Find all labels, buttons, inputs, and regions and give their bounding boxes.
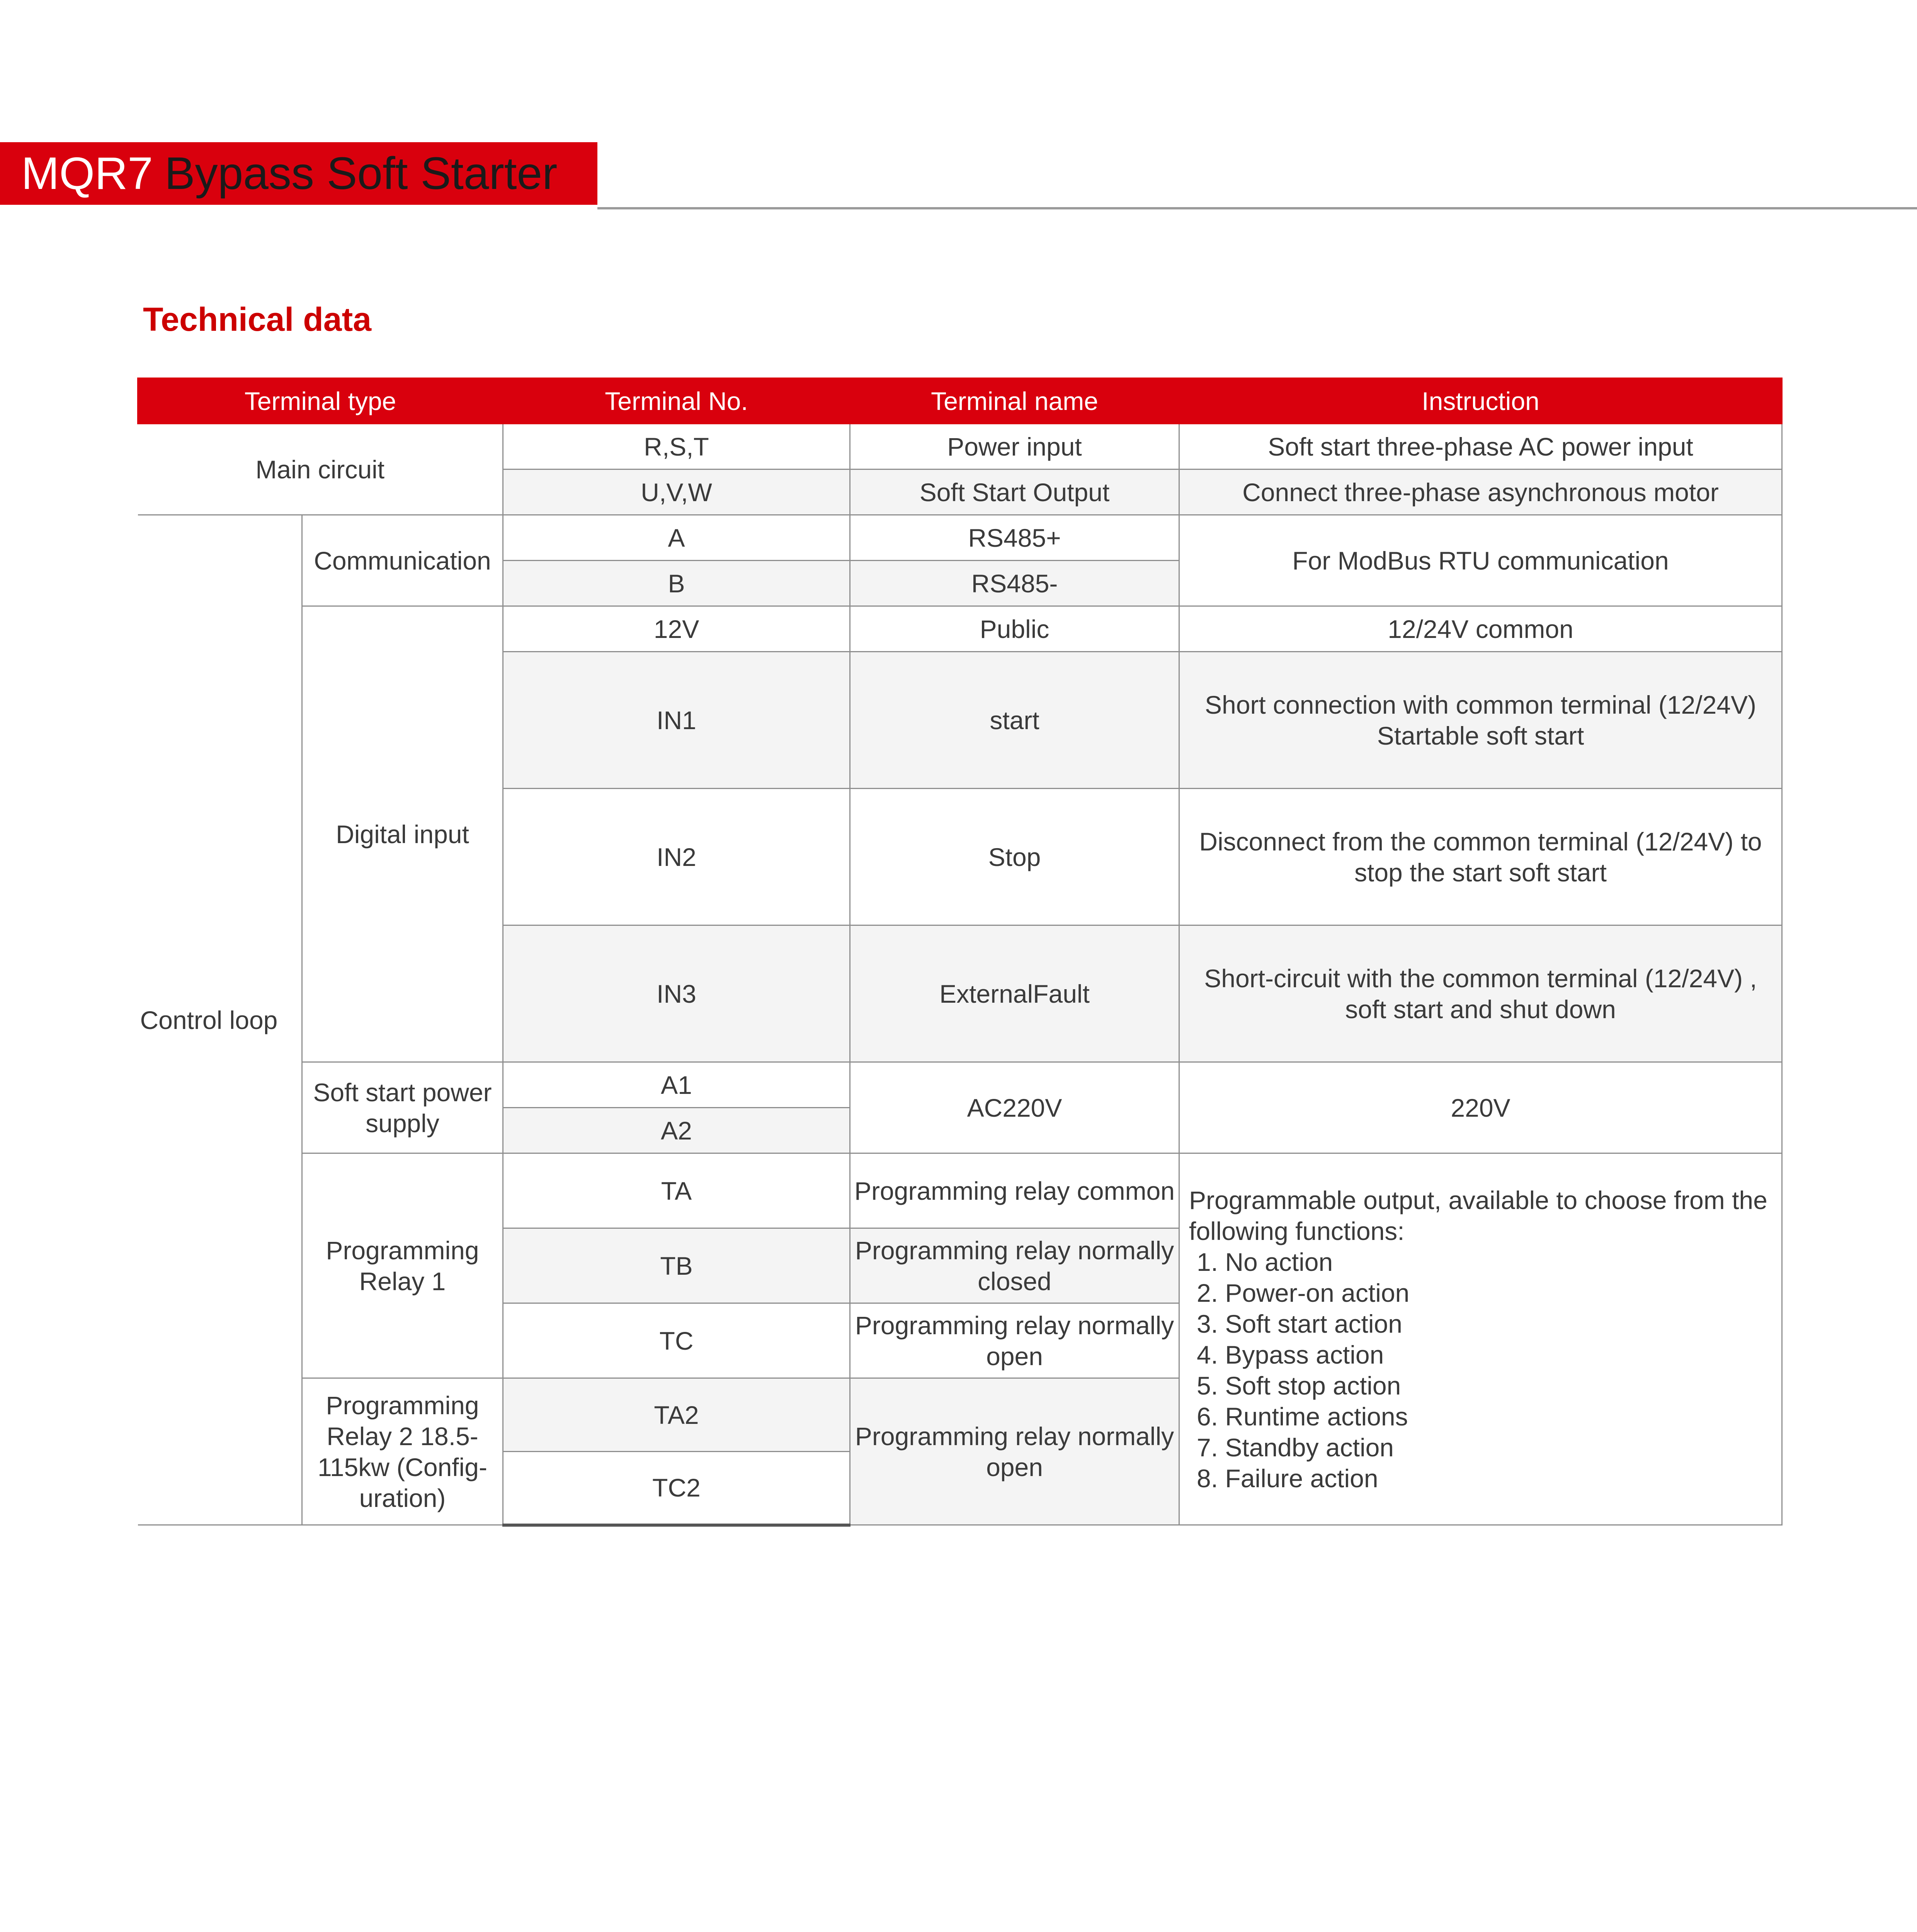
- table-header-row: [138, 378, 1782, 424]
- table-row: [138, 606, 1782, 652]
- list-item: 4. Bypass action: [1197, 1340, 1384, 1369]
- terminal-no: IN2: [503, 789, 850, 925]
- relay1-label: Programming Relay 1: [302, 1153, 503, 1378]
- terminal-no: TB: [503, 1228, 850, 1303]
- terminal-no: TA: [503, 1153, 850, 1228]
- col-header-terminal-name: Terminal name: [850, 378, 1179, 424]
- terminal-no: TC2: [503, 1452, 850, 1525]
- list-item: 7. Standby action: [1197, 1433, 1394, 1462]
- col-header-terminal-no: Terminal No.: [503, 378, 850, 424]
- terminal-name: ExternalFault: [850, 925, 1179, 1062]
- terminal-no: IN3: [503, 925, 850, 1062]
- control-loop-label: Control loop: [138, 515, 302, 1525]
- terminal-name: Programming relay normally closed: [850, 1228, 1179, 1303]
- title-banner: [0, 142, 597, 205]
- terminal-no: R,S,T: [503, 424, 850, 469]
- terminal-no: 12V: [503, 606, 850, 652]
- technical-data-table: [137, 378, 1783, 1526]
- function-list: [1189, 1247, 1779, 1494]
- terminal-name: Programming relay common: [850, 1153, 1179, 1228]
- list-item: 1. No action: [1197, 1247, 1333, 1276]
- terminal-no: A: [503, 515, 850, 561]
- instruction: Soft start three-phase AC power input: [1179, 424, 1782, 469]
- terminal-no: TC: [503, 1303, 850, 1378]
- terminal-no: A2: [503, 1108, 850, 1153]
- model-name: MQR7: [21, 148, 153, 199]
- instruction: 12/24V common: [1179, 606, 1782, 652]
- list-item: 5. Soft stop action: [1197, 1371, 1401, 1400]
- relay2-label: Programming Relay 2 18.5-115kw (Config-uration): [302, 1378, 503, 1525]
- digital-input-label: Digital input: [302, 606, 503, 1062]
- table-row: [138, 1062, 1782, 1108]
- terminal-no: B: [503, 561, 850, 606]
- terminal-name: Programming relay normally open: [850, 1303, 1179, 1378]
- instruction: 220V: [1179, 1062, 1782, 1153]
- terminal-name: Soft Start Output: [850, 469, 1179, 515]
- list-item: 2. Power-on action: [1197, 1278, 1410, 1307]
- instruction: Short connection with common terminal (12/24V) Startable soft start: [1179, 652, 1782, 789]
- terminal-no: A1: [503, 1062, 850, 1108]
- terminal-name: AC220V: [850, 1062, 1179, 1153]
- programmable-output-intro: Programmable output, available to choose from the following functions:: [1189, 1185, 1767, 1245]
- product-name: Bypass Soft Starter: [164, 148, 558, 199]
- programmable-output-instruction: [1179, 1153, 1782, 1525]
- terminal-name: Stop: [850, 789, 1179, 925]
- col-header-instruction: Instruction: [1179, 378, 1782, 424]
- instruction: For ModBus RTU communication: [1179, 515, 1782, 606]
- list-item: 8. Failure action: [1197, 1464, 1378, 1493]
- instruction: Disconnect from the common terminal (12/24V) to stop the start soft start: [1179, 789, 1782, 925]
- terminal-name: RS485-: [850, 561, 1179, 606]
- terminal-no: TA2: [503, 1378, 850, 1452]
- terminal-no: IN1: [503, 652, 850, 789]
- terminal-no: U,V,W: [503, 469, 850, 515]
- instruction: Connect three-phase asynchronous motor: [1179, 469, 1782, 515]
- terminal-name: start: [850, 652, 1179, 789]
- terminal-name: Power input: [850, 424, 1179, 469]
- terminal-name: Public: [850, 606, 1179, 652]
- section-title: Technical data: [143, 301, 372, 338]
- list-item: 6. Runtime actions: [1197, 1402, 1408, 1431]
- main-circuit-label: Main circuit: [138, 424, 503, 515]
- table-row: [138, 424, 1782, 469]
- header-rule: [597, 207, 1917, 209]
- terminal-name: Programming relay normally open: [850, 1378, 1179, 1525]
- communication-label: Communication: [302, 515, 503, 606]
- instruction: Short-circuit with the common terminal (12/24V) , soft start and shut down: [1179, 925, 1782, 1062]
- power-supply-label: Soft start power supply: [302, 1062, 503, 1153]
- col-header-terminal-type: Terminal type: [138, 378, 503, 424]
- list-item: 3. Soft start action: [1197, 1309, 1402, 1338]
- table-row: [138, 515, 1782, 561]
- terminal-name: RS485+: [850, 515, 1179, 561]
- table-row: [138, 1153, 1782, 1228]
